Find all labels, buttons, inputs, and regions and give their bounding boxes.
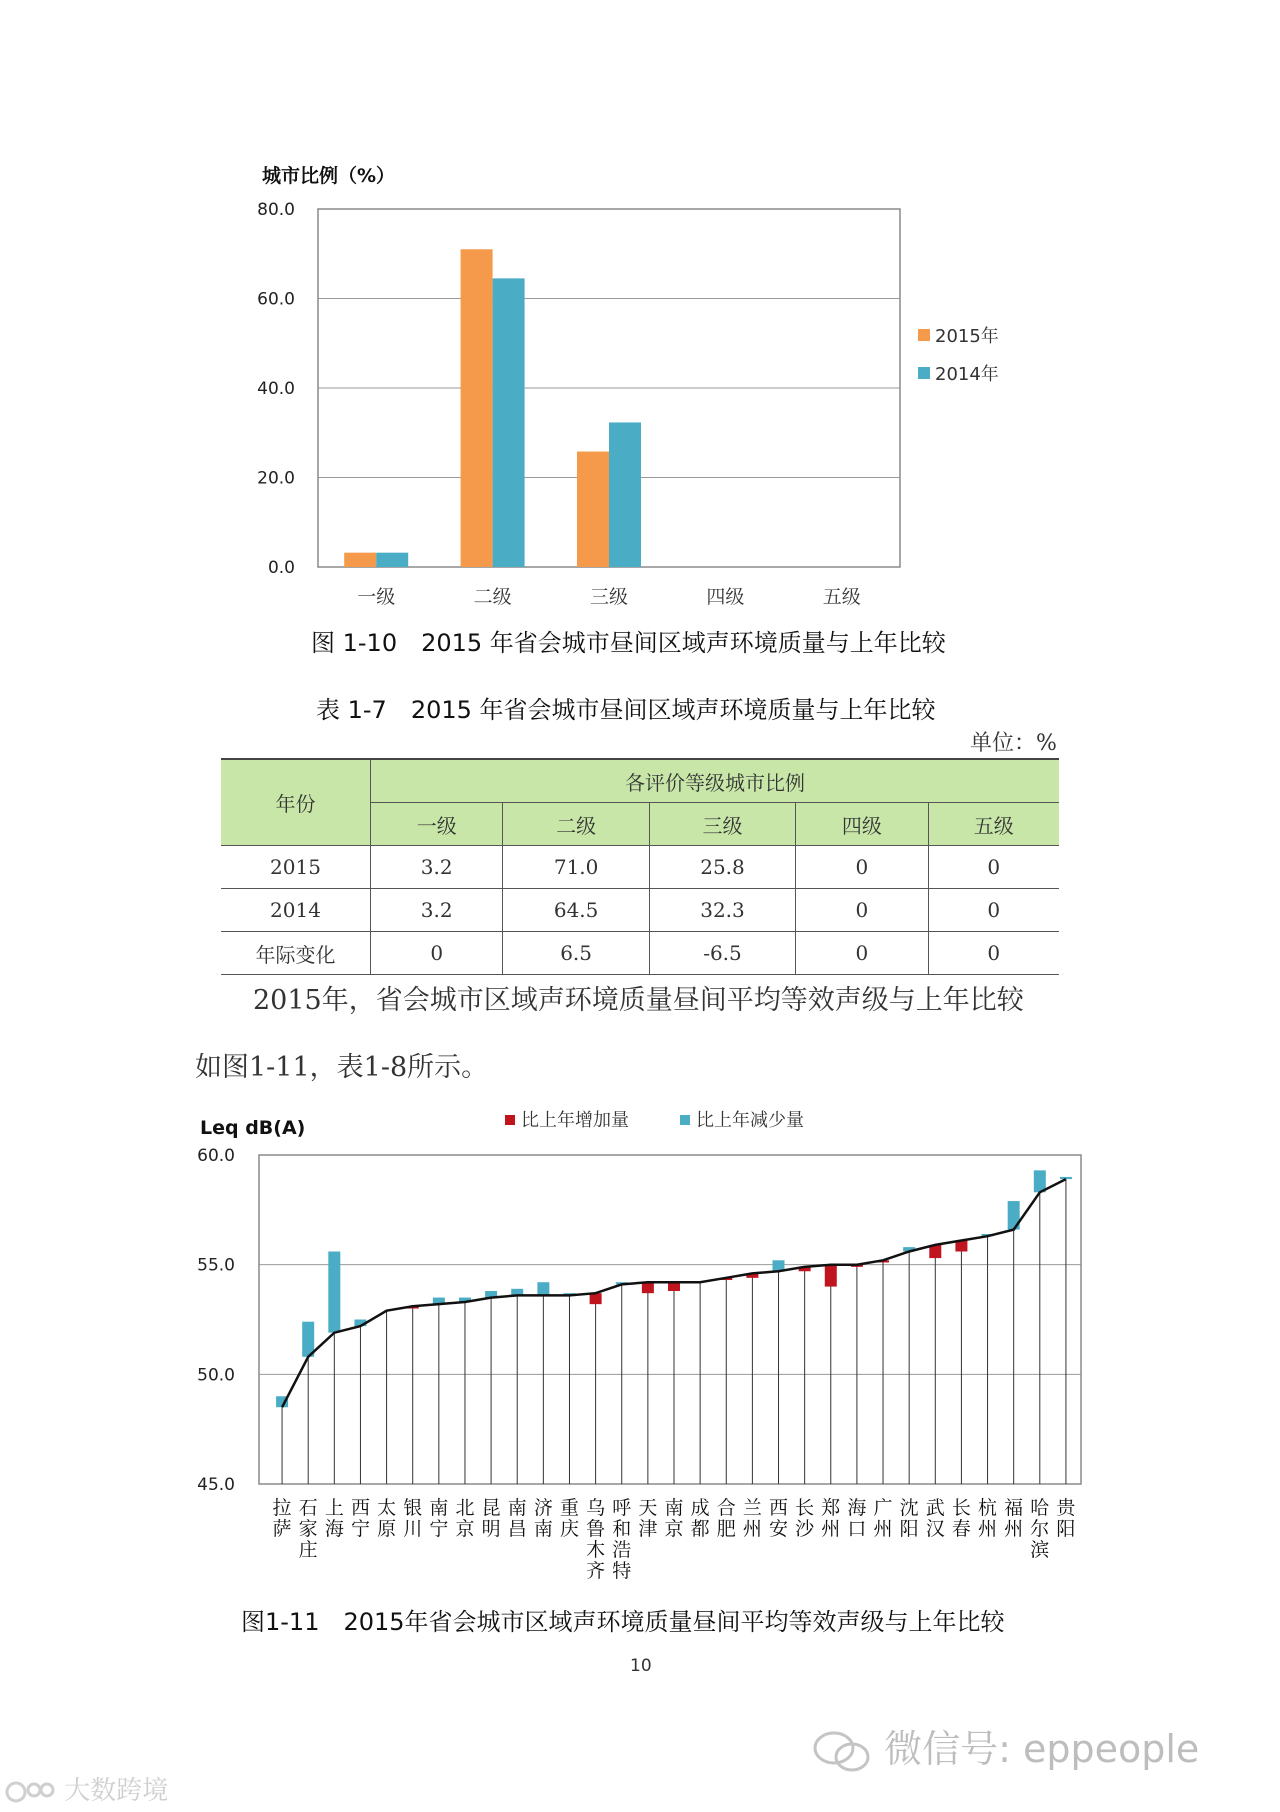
bar-2015 xyxy=(461,249,493,567)
legend-swatch xyxy=(505,1115,515,1125)
y-tick-label: 55.0 xyxy=(197,1255,235,1276)
x-tick-label: 武汉 xyxy=(925,1497,945,1540)
x-tick-label: 三级 xyxy=(589,586,629,608)
table-cell: -6.5 xyxy=(649,932,795,975)
y-tick-label: 20.0 xyxy=(257,468,295,489)
y-tick-label: 40.0 xyxy=(257,379,295,399)
x-tick-label: 北京 xyxy=(455,1497,475,1540)
paragraph-line-2: 如图1-11，表1-8所示。 xyxy=(195,1052,489,1083)
table-cell: 0 xyxy=(796,846,928,889)
x-tick-label: 哈尔滨 xyxy=(1030,1497,1050,1561)
wechat-id: 微信号: eppeople xyxy=(884,1727,1200,1771)
x-tick-label: 银川 xyxy=(403,1497,423,1540)
y-tick-label: 0.0 xyxy=(267,558,295,578)
x-tick-label: 四级 xyxy=(706,586,745,608)
x-tick-label: 济南 xyxy=(533,1497,553,1540)
bar-2014 xyxy=(493,278,525,567)
x-tick-label: 拉萨 xyxy=(272,1497,292,1540)
x-tick-label: 贵阳 xyxy=(1056,1497,1076,1540)
level-header: 三级 xyxy=(649,803,795,846)
table-cell: 0 xyxy=(371,932,503,975)
x-tick-label: 南昌 xyxy=(507,1497,527,1540)
legend-swatch xyxy=(918,367,930,379)
x-tick-label: 广州 xyxy=(873,1497,893,1540)
legend-label: 2015年 xyxy=(935,326,999,347)
legend-swatch xyxy=(680,1115,690,1125)
table-row xyxy=(221,889,1059,932)
noise-level-chart-svg xyxy=(0,1090,1280,1590)
y-tick-label: 50.0 xyxy=(197,1365,235,1386)
row-label: 2015 xyxy=(221,846,371,889)
row-label: 2014 xyxy=(221,889,371,932)
legend-swatch xyxy=(918,329,930,341)
x-tick-label: 沈阳 xyxy=(899,1497,919,1540)
x-tick-label: 长沙 xyxy=(795,1497,815,1540)
x-tick-label: 杭州 xyxy=(978,1497,998,1540)
table-cell: 3.2 xyxy=(371,846,503,889)
table-cell: 0 xyxy=(928,846,1059,889)
decrease-bar xyxy=(1060,1177,1072,1179)
y-axis-title: Leq dB(A) xyxy=(200,1117,306,1139)
increase-bar xyxy=(590,1293,602,1304)
bar-2014 xyxy=(609,422,641,567)
legend-label: 2014年 xyxy=(935,364,999,385)
table-cell: 0 xyxy=(796,889,928,932)
table-cell: 0 xyxy=(928,932,1059,975)
table-cell: 6.5 xyxy=(503,932,649,975)
x-tick-label: 昆明 xyxy=(481,1497,501,1540)
x-tick-label: 长春 xyxy=(951,1497,971,1540)
bar-2014 xyxy=(376,553,408,567)
level-header: 四级 xyxy=(796,803,928,846)
y-tick-label: 45.0 xyxy=(197,1475,235,1495)
x-tick-label: 海口 xyxy=(847,1497,867,1540)
decrease-bar xyxy=(537,1282,549,1295)
level-header: 二级 xyxy=(503,803,649,846)
brand-watermark xyxy=(4,1770,168,1807)
x-tick-label: 兰州 xyxy=(742,1497,762,1540)
x-tick-label: 太原 xyxy=(377,1497,397,1540)
figure-1-11-caption: 图1-11 2015年省会城市区域声环境质量昼间平均等效声级与上年比较 xyxy=(241,1608,1005,1636)
x-tick-label: 石家庄 xyxy=(298,1497,318,1561)
x-tick-label: 西宁 xyxy=(350,1497,370,1540)
increase-bar xyxy=(668,1282,680,1291)
legend-label: 比上年减少量 xyxy=(696,1110,804,1131)
x-tick-label: 一级 xyxy=(357,586,396,608)
bar-2015 xyxy=(577,452,609,567)
table-cell: 32.3 xyxy=(649,889,795,932)
x-tick-label: 乌鲁木齐 xyxy=(586,1497,606,1582)
y-tick-label: 60.0 xyxy=(197,1146,235,1166)
grade-bar-chart xyxy=(0,0,1280,620)
y-tick-label: 60.0 xyxy=(257,289,295,310)
x-tick-label: 天津 xyxy=(638,1497,658,1540)
x-tick-label: 二级 xyxy=(473,586,512,608)
x-tick-label: 郑州 xyxy=(821,1497,841,1540)
table-cell: 25.8 xyxy=(649,846,795,889)
x-tick-label: 重庆 xyxy=(559,1497,579,1540)
brand-logo-icon xyxy=(4,1779,56,1805)
x-tick-label: 合肥 xyxy=(716,1497,736,1540)
x-tick-label: 西安 xyxy=(769,1497,789,1540)
table-cell: 64.5 xyxy=(503,889,649,932)
table-row xyxy=(221,846,1059,889)
increase-bar xyxy=(642,1282,654,1293)
page-number: 10 xyxy=(630,1656,652,1676)
figure-1-10-caption: 图 1-10 2015 年省会城市昼间区域声环境质量与上年比较 xyxy=(311,629,946,657)
paragraph-line-1: 2015年，省会城市区域声环境质量昼间平均等效声级与上年比较 xyxy=(253,985,1024,1016)
x-tick-label: 五级 xyxy=(822,586,861,608)
y-tick-label: 80.0 xyxy=(257,200,295,220)
grade-table xyxy=(221,758,1059,975)
level-header: 五级 xyxy=(928,803,1059,846)
table-cell: 0 xyxy=(796,932,928,975)
x-tick-label: 南宁 xyxy=(429,1497,449,1540)
decrease-bar xyxy=(328,1252,340,1333)
x-tick-label: 福州 xyxy=(1004,1497,1024,1540)
noise-level-chart xyxy=(0,1090,1280,1590)
table-cell: 71.0 xyxy=(503,846,649,889)
table-row xyxy=(221,932,1059,975)
brand-name: 大数跨境 xyxy=(64,1776,169,1806)
table-cell: 0 xyxy=(928,889,1059,932)
x-tick-label: 上海 xyxy=(324,1497,344,1540)
wechat-watermark xyxy=(812,1718,1199,1774)
x-tick-label: 呼和浩特 xyxy=(612,1497,632,1582)
level-header: 一级 xyxy=(371,803,503,846)
row-label: 年际变化 xyxy=(221,932,371,975)
table-unit: 单位：% xyxy=(970,731,1057,756)
table-1-7-title: 表 1-7 2015 年省会城市昼间区域声环境质量与上年比较 xyxy=(316,696,936,724)
wechat-icon xyxy=(812,1730,872,1774)
legend-label: 比上年增加量 xyxy=(521,1110,629,1131)
increase-bar xyxy=(825,1265,837,1287)
table-cell: 3.2 xyxy=(371,889,503,932)
bar-2015 xyxy=(344,553,376,567)
grade-bar-chart-svg xyxy=(0,0,1280,620)
plot-area-border xyxy=(259,1155,1081,1484)
x-tick-label: 成都 xyxy=(690,1497,710,1540)
year-header: 年份 xyxy=(221,759,371,846)
y-axis-title: 城市比例（%） xyxy=(262,165,396,187)
x-tick-label: 南京 xyxy=(664,1497,684,1540)
group-header: 各评价等级城市比例 xyxy=(371,759,1060,803)
